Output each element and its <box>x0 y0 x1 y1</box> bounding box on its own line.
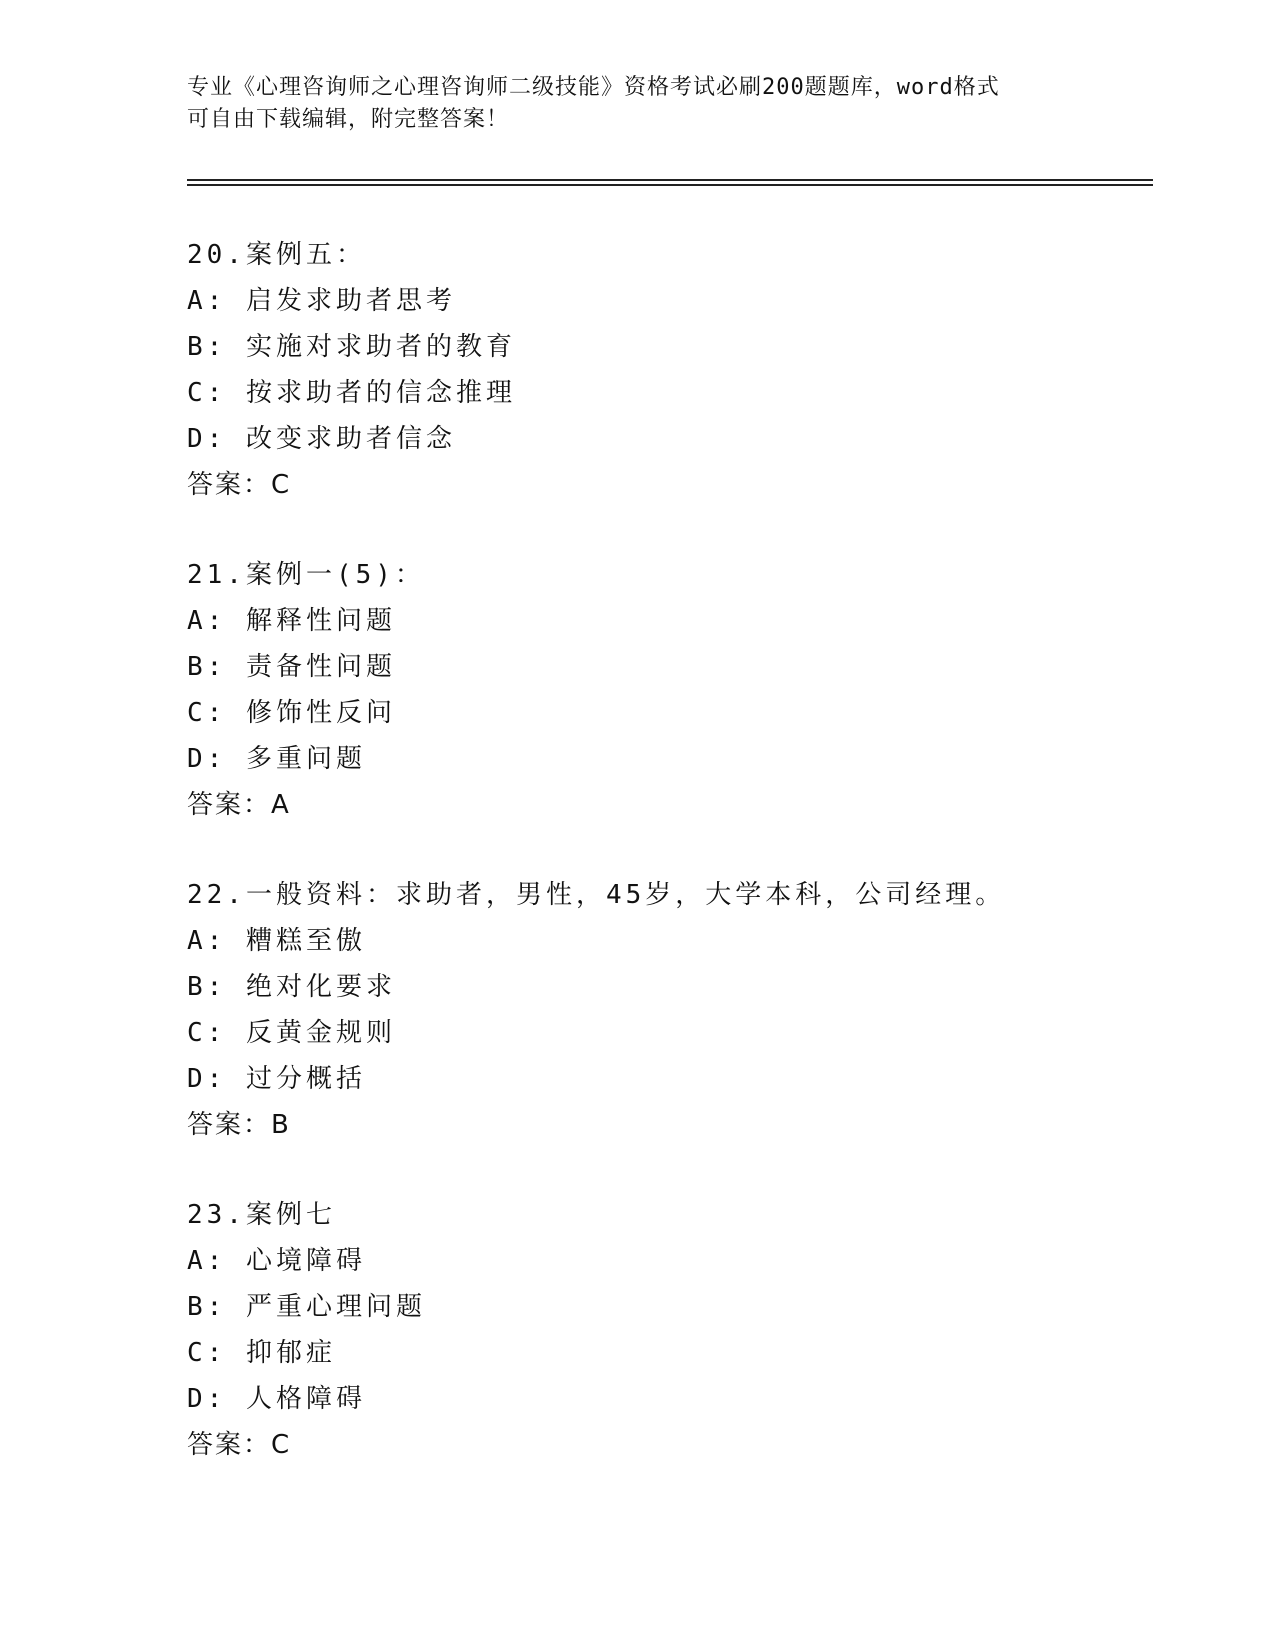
option-a: A: 心境障碍 <box>187 1246 366 1276</box>
header-divider-top <box>187 179 1153 181</box>
question-stem: 23.案例七 <box>187 1200 336 1230</box>
document-header <box>187 72 1087 136</box>
option-b: B: 实施对求助者的教育 <box>187 332 516 362</box>
option-c: C: 反黄金规则 <box>187 1018 396 1048</box>
option-d: D: 过分概括 <box>187 1064 366 1094</box>
header-divider-bottom <box>187 184 1153 186</box>
question-stem: 20.案例五： <box>187 240 366 270</box>
option-a: A: 启发求助者思考 <box>187 286 456 316</box>
option-d: D: 多重问题 <box>187 744 366 774</box>
option-b: B: 绝对化要求 <box>187 972 396 1002</box>
answer-line: 答案：B <box>187 1110 291 1140</box>
option-b: B: 责备性问题 <box>187 652 396 682</box>
option-a: A: 解释性问题 <box>187 606 396 636</box>
question-list <box>187 232 1167 1512</box>
question-20 <box>187 232 1167 508</box>
question-21 <box>187 552 1167 828</box>
option-c: C: 按求助者的信念推理 <box>187 378 516 408</box>
option-d: D: 人格障碍 <box>187 1384 366 1414</box>
option-c: C: 抑郁症 <box>187 1338 336 1368</box>
question-23 <box>187 1192 1167 1468</box>
answer-line: 答案：C <box>187 470 292 500</box>
answer-line: 答案：A <box>187 790 291 820</box>
option-d: D: 改变求助者信念 <box>187 424 456 454</box>
option-a: A: 糟糕至傲 <box>187 926 366 956</box>
header-line-1: 专业《心理咨询师之心理咨询师二级技能》资格考试必刷200题题库，word格式 <box>187 75 1000 100</box>
option-b: B: 严重心理问题 <box>187 1292 426 1322</box>
question-22 <box>187 872 1167 1148</box>
header-line-2: 可自由下载编辑，附完整答案！ <box>187 107 510 132</box>
option-c: C: 修饰性反问 <box>187 698 396 728</box>
question-stem: 21.案例一(5)： <box>187 560 425 590</box>
question-stem: 22.一般资料：求助者，男性，45岁，大学本科，公司经理。 <box>187 880 1006 910</box>
answer-line: 答案：C <box>187 1430 292 1460</box>
